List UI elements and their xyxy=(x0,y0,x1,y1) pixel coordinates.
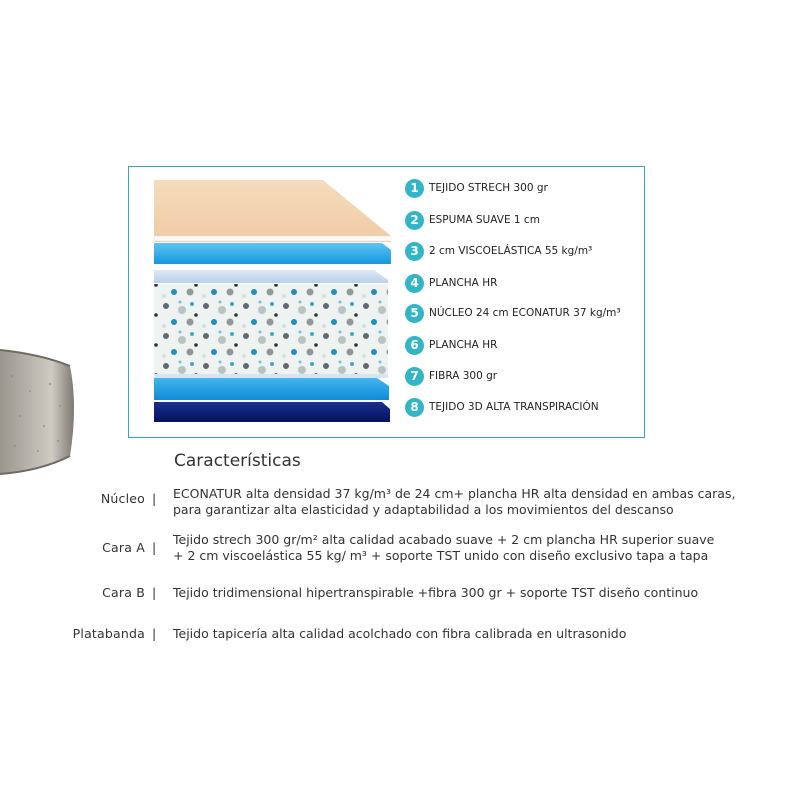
legend-label: PLANCHA HR xyxy=(429,277,498,289)
spec-value-line: ECONATUR alta densidad 37 kg/m³ de 24 cm+ plancha HR alta densidad en ambas caras, xyxy=(173,486,736,501)
spec-label: Cara B xyxy=(102,585,145,600)
legend-item xyxy=(405,333,497,357)
layer-tejido-strech xyxy=(154,180,391,242)
layer-plancha-hr-top xyxy=(154,270,388,283)
legend-label: 2 cm VISCOELÁSTICA 55 kg/m³ xyxy=(429,245,593,257)
spec-label: Núcleo xyxy=(100,491,145,506)
legend-item xyxy=(405,364,497,388)
spec-value xyxy=(173,532,763,564)
section-title: Características xyxy=(174,451,301,471)
spec-separator: | xyxy=(152,540,157,555)
legend-number-badge: 6 xyxy=(405,336,424,355)
legend-item xyxy=(405,239,592,263)
spec-value-line: para garantizar alta elasticidad y adaptabilidad a los movimientos del descanso xyxy=(173,502,674,517)
legend-number-badge: 3 xyxy=(405,242,424,261)
legend-item xyxy=(405,395,599,419)
legend-item xyxy=(405,271,497,295)
layer-nucleo-econatur xyxy=(154,284,388,374)
spec-value-line: Tejido tridimensional hipertranspirable +fibra 300 gr + soporte TST diseño continuo xyxy=(173,585,699,600)
legend-number-badge: 2 xyxy=(405,211,424,230)
layer-espuma-suave xyxy=(154,236,391,241)
spec-separator: | xyxy=(152,626,157,641)
spec-value-line: Tejido tapicería alta calidad acolchado con fibra calibrada en ultrasonido xyxy=(173,626,627,641)
legend-label: FIBRA 300 gr xyxy=(429,370,498,382)
spec-value xyxy=(173,585,763,601)
spec-value-line: Tejido strech 300 gr/m² alta calidad acabado suave + 2 cm plancha HR superior suave xyxy=(173,532,715,547)
spec-label: Cara A xyxy=(102,540,145,555)
legend-item xyxy=(405,301,621,325)
legend-label: ESPUMA SUAVE 1 cm xyxy=(429,214,540,226)
legend-label: TEJIDO 3D ALTA TRANSPIRACIÓN xyxy=(429,401,599,413)
spec-label: Platabanda xyxy=(72,626,145,641)
spec-value-line: + 2 cm viscoelástica 55 kg/ m³ + soporte TST unido con diseño exclusivo tapa a tapa xyxy=(173,548,709,563)
layer-fibra xyxy=(154,378,389,400)
legend-number-badge: 8 xyxy=(405,398,424,417)
legend-item xyxy=(405,208,540,232)
legend-number-badge: 7 xyxy=(405,367,424,386)
legend-number-badge: 4 xyxy=(405,274,424,293)
layer-tejido-3d xyxy=(154,402,390,422)
spec-value xyxy=(173,626,763,642)
legend-label: PLANCHA HR xyxy=(429,339,498,351)
spec-separator: | xyxy=(152,491,157,506)
legend-item xyxy=(405,176,548,200)
layer-plancha-hr-bottom xyxy=(154,374,388,378)
spec-value xyxy=(173,486,763,518)
layer-viscoelastica xyxy=(154,243,391,264)
spec-separator: | xyxy=(152,585,157,600)
legend-label: NÚCLEO 24 cm ECONATUR 37 kg/m³ xyxy=(429,307,621,319)
legend-number-badge: 5 xyxy=(405,304,424,323)
legend-label: TEJIDO STRECH 300 gr xyxy=(429,182,548,194)
legend-number-badge: 1 xyxy=(405,179,424,198)
